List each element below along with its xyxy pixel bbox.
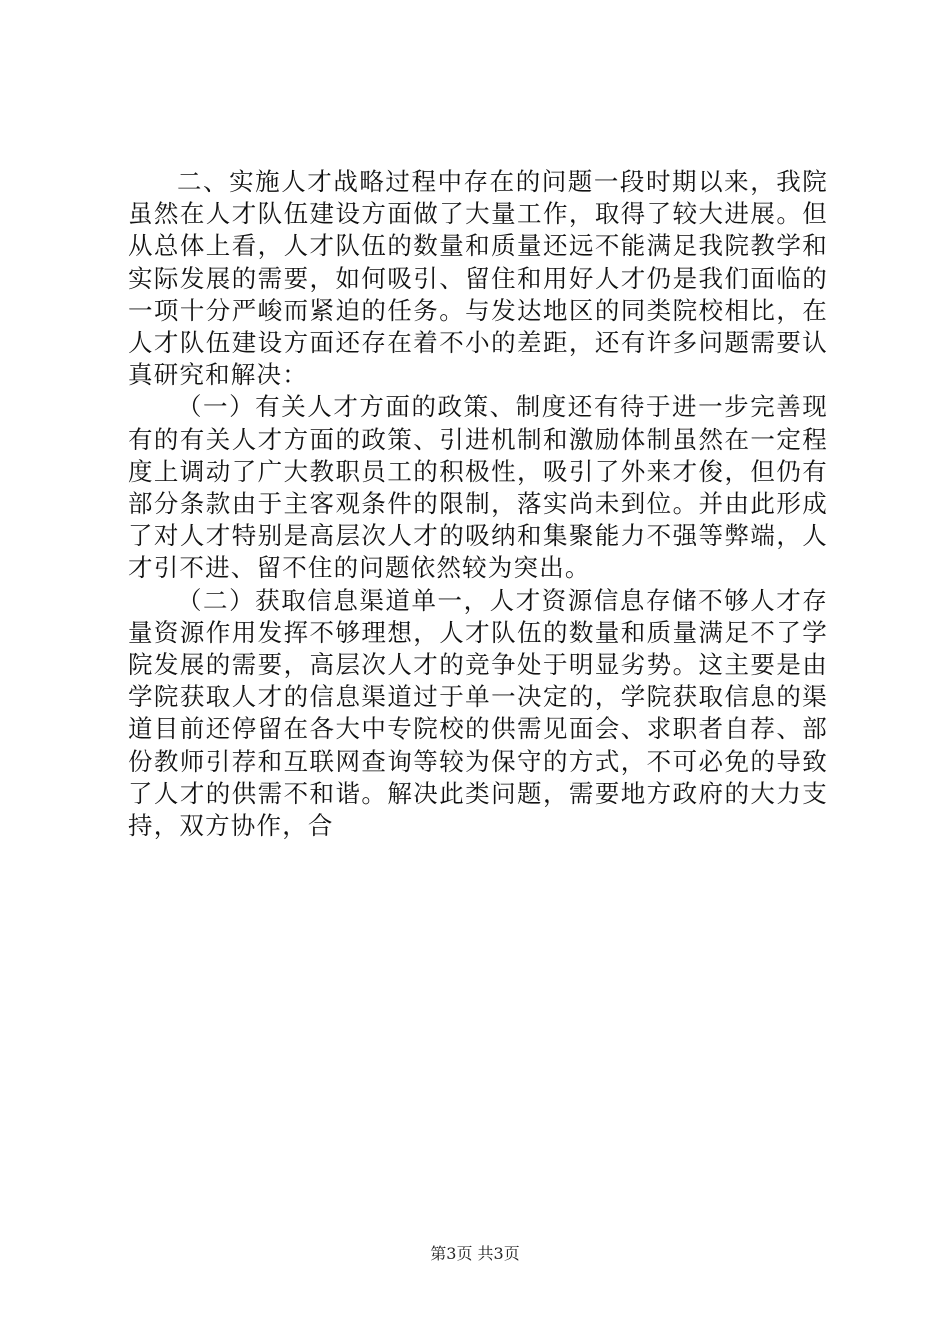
- paragraph-policy-issues: （一）有关人才方面的政策、制度还有待于进一步完善现有的有关人才方面的政策、引进机制和激励体制虽然在一定程度上调动了广大教职员工的积极性，吸引了外来才俊，但仍有部分条款由于主客观条件的限制，落实尚未到位。并由此形成了对人才特别是高层次人才的吸纳和集聚能力不强等弊端，人才引不进、留不住的问题依然较为突出。: [128, 392, 828, 583]
- document-body: [128, 166, 828, 842]
- page-number-footer: 第3页 共3页: [430, 1244, 520, 1263]
- paragraph-problems-intro: 二、实施人才战略过程中存在的问题一段时期以来，我院虽然在人才队伍建设方面做了大量工作，取得了较大进展。但从总体上看，人才队伍的数量和质量还远不能满足我院教学和实际发展的需要，如何吸引、留住和用好人才仍是我们面临的一项十分严峻而紧迫的任务。与发达地区的同类院校相比，在人才队伍建设方面还存在着不小的差距，还有许多问题需要认真研究和解决：: [128, 167, 828, 390]
- paragraph-information-channels: （二）获取信息渠道单一，人才资源信息存储不够人才存量资源作用发挥不够理想，人才队伍的数量和质量满足不了学院发展的需要，高层次人才的竞争处于明显劣势。这主要是由学院获取人才的信息渠道过于单一决定的，学院获取信息的渠道目前还停留在各大中专院校的供需见面会、求职者自荐、部份教师引荐和互联网查询等较为保守的方式，不可必免的导致了人才的供需不和谐。解决此类问题，需要地方政府的大力支持，双方协作，合: [128, 585, 828, 841]
